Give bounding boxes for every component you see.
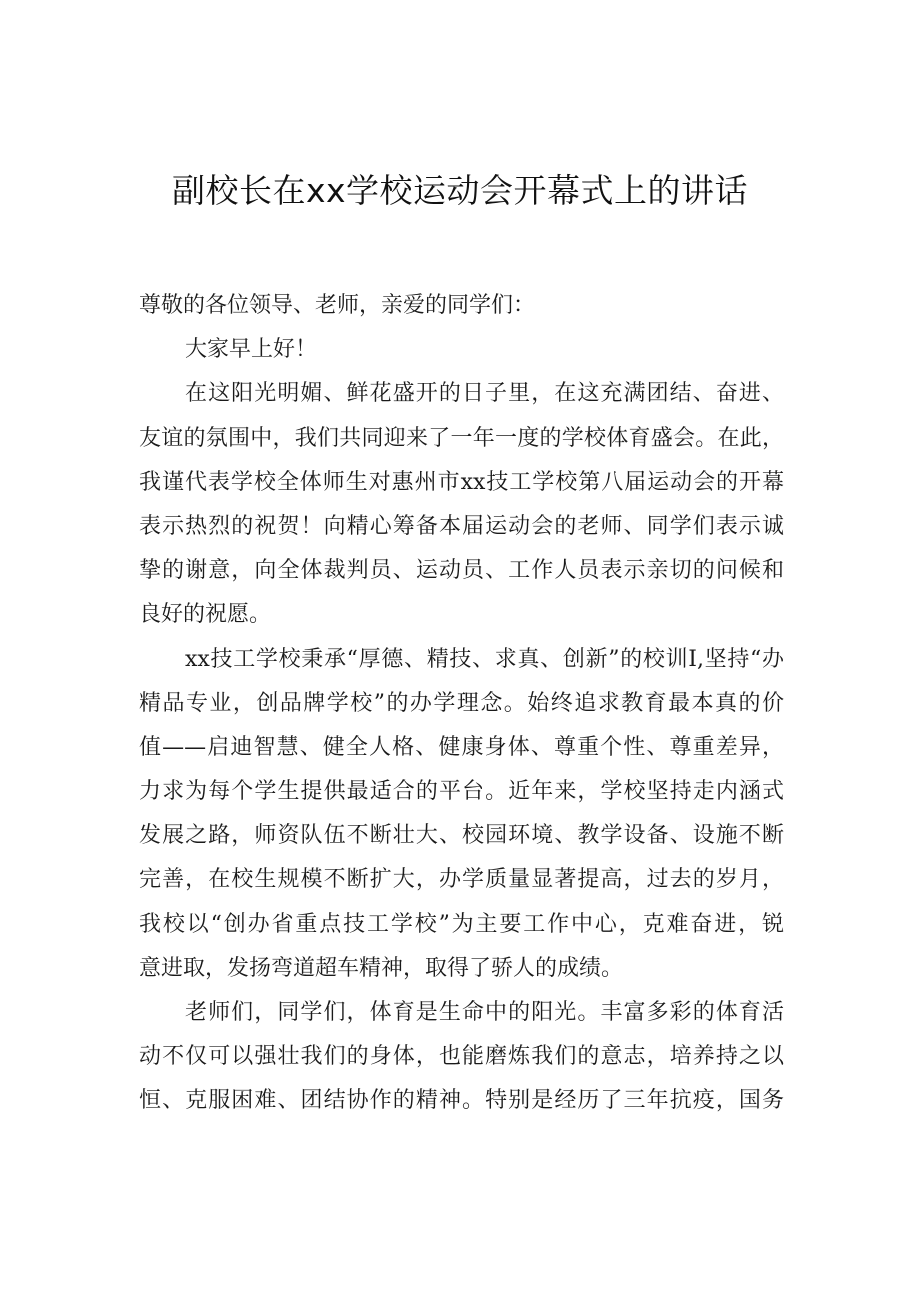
body-line: 力求为每个学生提供最适合的平台。近年来，学校坚持走内涵式 — [139, 779, 784, 805]
body-line: 精品专业，创品牌学校”的办学理念。始终追求教育最本真的价 — [139, 690, 784, 716]
body-line: 老师们，同学们，体育是生命中的阳光。丰富多彩的体育活 — [185, 1000, 784, 1025]
body-line: 发展之路，师资队伍不断壮大、校园环境、教学设备、设施不断 — [139, 823, 784, 849]
body-line: 友谊的氛围中，我们共同迎来了一年一度的学校体育盛会。在此， — [139, 425, 784, 451]
body-line: 良好的祝愿。 — [139, 602, 272, 628]
document-title: 副校长在xx学校运动会开幕式上的讲话 — [171, 171, 749, 210]
body-line: 在这阳光明媚、鲜花盛开的日子里，在这充满团结、奋进、 — [185, 381, 784, 407]
body-line: 尊敬的各位领导、老师，亲爱的同学们： — [139, 293, 536, 318]
body-line: 值——启迪智慧、健全人格、健康身体、尊重个性、尊重差异， — [139, 734, 784, 760]
body-line: 我谨代表学校全体师生对惠州市xx技工学校第八届运动会的开幕 — [139, 469, 784, 495]
body-line: xx技工学校秉承“厚德、精技、求真、创新”的校训I,坚持“办 — [185, 646, 784, 672]
body-line: 我校以“创办省重点技工学校”为主要工作中心，克难奋进，锐 — [139, 911, 784, 937]
body-line: 表示热烈的祝贺！向精心筹备本届运动会的老师、同学们表示诚 — [139, 513, 784, 539]
body-line: 意进取，发扬弯道超车精神，取得了骄人的成绩。 — [139, 955, 624, 981]
body-line: 动不仅可以强壮我们的身体，也能磨炼我们的意志，培养持之以 — [139, 1044, 784, 1070]
body-line: 挚的谢意，向全体裁判员、运动员、工作人员表示亲切的问候和 — [139, 558, 784, 584]
document-body — [139, 284, 784, 1124]
body-line: 大家早上好！ — [185, 337, 318, 363]
body-line: 完善，在校生规模不断扩大，办学质量显著提高，过去的岁月， — [139, 867, 784, 893]
body-line: 恒、克服困难、团结协作的精神。特别是经历了三年抗疫，国务 — [139, 1088, 784, 1114]
